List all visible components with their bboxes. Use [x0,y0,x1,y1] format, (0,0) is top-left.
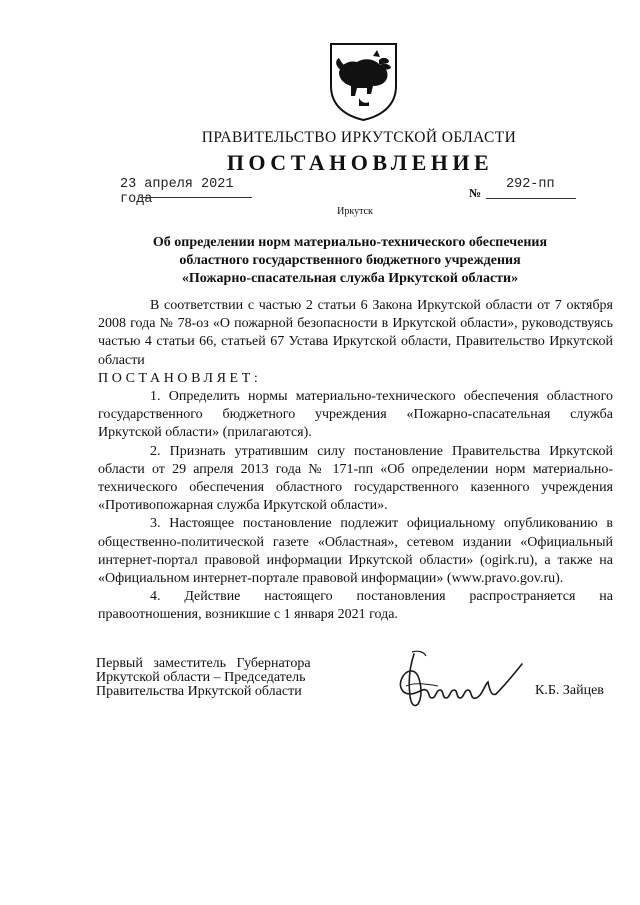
resolution-item: 4. Действие настоящего постановления распространяется на правоотношения, возникшие с 1 января 2021 года. [98,589,613,623]
date-underline [140,197,252,198]
signatory-position [96,657,336,699]
document-title [110,234,590,288]
position-line: Первый заместитель Губернатора [96,656,311,671]
preamble-paragraph: В соответствии с частью 2 статьи 6 Закона Иркутской области от 7 октября 2008 года № 78-оз «О пожарной безопасности в Иркутской области», руководствуясь частью 4 статьи 66, статьей 67 Устава Иркутской области, Правительство Иркутской области [98,298,613,368]
coat-of-arms-emblem [329,42,398,122]
number-underline [486,198,576,199]
title-line: Об определении норм материально-технического обеспечения [152,235,548,250]
handwritten-signature [388,646,534,714]
document-body [98,297,613,625]
number-sign: № [469,186,482,200]
resolves-keyword: ПОСТАНОВЛЯЕТ: [98,370,262,386]
document-date: 23 апреля 2021 года [120,177,234,207]
position-line: Правительства Иркутской области [96,684,302,699]
signatory-name: К.Б. Зайцев [535,683,604,698]
resolution-item: 1. Определить нормы материально-технического обеспечения областного государственного бюджетного учреждения «Пожарно-спасательная служба Иркутской области» (прилагаются). [98,389,613,441]
document-number: 292-пп [506,177,555,192]
resolution-item: 2. Признать утратившим силу постановление Правительства Иркутской области от 29 апреля 2013 года № 171-пп «Об определении норм материально-технического обеспечения областного государственного казенного учреждения «Противопожарная служба Иркутской области». [98,443,613,514]
position-line: Иркутской области – Председатель [96,670,306,685]
document-type: ПОСТАНОВЛЕНИЕ [226,150,494,175]
resolution-item: 3. Настоящее постановление подлежит официальному опубликованию в общественно-политической газете «Областная», сетевом издании «Официальный интернет-портал правовой информации Иркутской области» (ogirk.ru), а также на «Официальном интернет-портале правовой информации» (www.pravo.gov.ru). [98,516,613,587]
city-name: Иркутск [337,206,373,217]
government-name: ПРАВИТЕЛЬСТВО ИРКУТСКОЙ ОБЛАСТИ [201,129,517,146]
title-line: областного государственного бюджетного учреждения [179,253,521,268]
title-line: «Пожарно-спасательная служба Иркутской области» [181,271,519,286]
